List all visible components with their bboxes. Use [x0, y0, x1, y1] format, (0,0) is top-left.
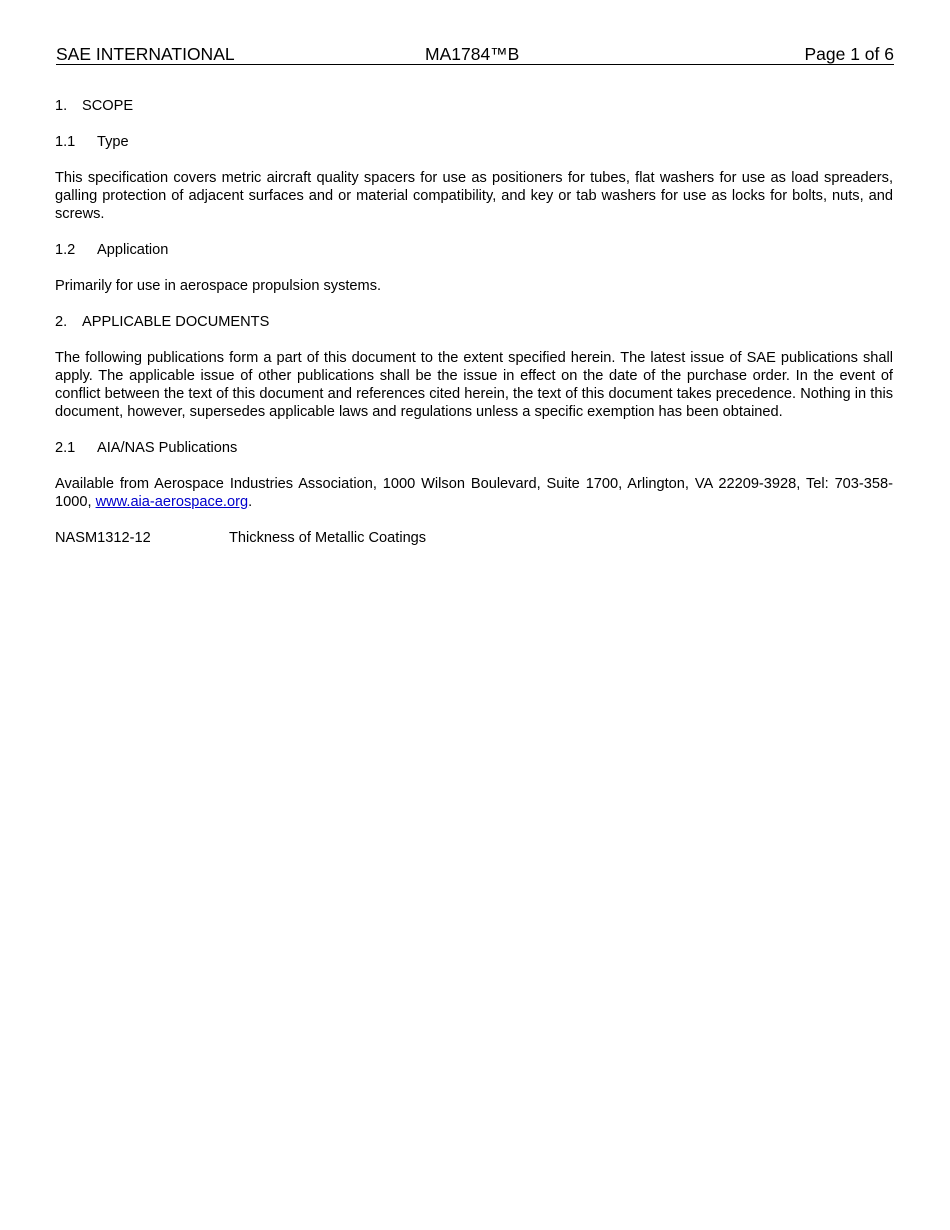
section-1-1-heading [55, 133, 893, 151]
section-title: AIA/NAS Publications [97, 440, 238, 456]
body-text: Available from Aerospace Industries Association, 1000 Wilson Boulevard, Suite 1700, Arlington, VA 22209-3928, Tel: 703-358-1000, [55, 476, 893, 510]
section-2-heading [55, 313, 893, 331]
header-page-number: Page 1 of 6 [804, 44, 894, 64]
section-number: 1.1 [55, 134, 76, 150]
reference-title: Thickness of Metallic Coatings [229, 530, 427, 546]
section-title: Type [97, 134, 129, 150]
section-1-1-body: This specification covers metric aircraft quality spacers for use as positioners for tubes, flat washers for use as load spreaders, galling protection of adjacent surfaces and or material compatibility, and key or tab washers for use as locks for bolts, nuts, and screws. [55, 170, 893, 222]
section-1-2-body: Primarily for use in aerospace propulsion systems. [55, 278, 382, 294]
section-title: Application [97, 242, 169, 258]
section-2-1-heading [55, 439, 893, 457]
section-title: APPLICABLE DOCUMENTS [82, 314, 270, 330]
section-1-heading [55, 97, 893, 115]
section-1-2-heading [55, 241, 893, 259]
document-body [55, 97, 893, 547]
section-title: SCOPE [82, 98, 134, 114]
header-doc-number: MA1784™B [425, 44, 520, 64]
section-number: 1. [55, 98, 68, 114]
section-number: 2.1 [55, 440, 76, 456]
page-header [56, 44, 894, 65]
aia-website-link[interactable]: www.aia-aerospace.org [95, 494, 249, 510]
reference-code: NASM1312-12 [55, 530, 151, 546]
section-2-1-body [55, 475, 893, 511]
header-org: SAE INTERNATIONAL [56, 44, 235, 64]
section-number: 2. [55, 314, 68, 330]
reference-row [55, 529, 893, 547]
body-text-end: . [248, 494, 253, 510]
section-2-body: The following publications form a part of this document to the extent specified herein. The latest issue of SAE publications shall apply. The applicable issue of other publications shall be the issue in effect on the date of the purchase order. In the event of conflict between the text of this document and references cited herein, the text of this document takes precedence. Nothing in this document, however, supersedes applicable laws and regulations unless a specific exemption has been obtained. [55, 350, 893, 420]
section-number: 1.2 [55, 242, 76, 258]
